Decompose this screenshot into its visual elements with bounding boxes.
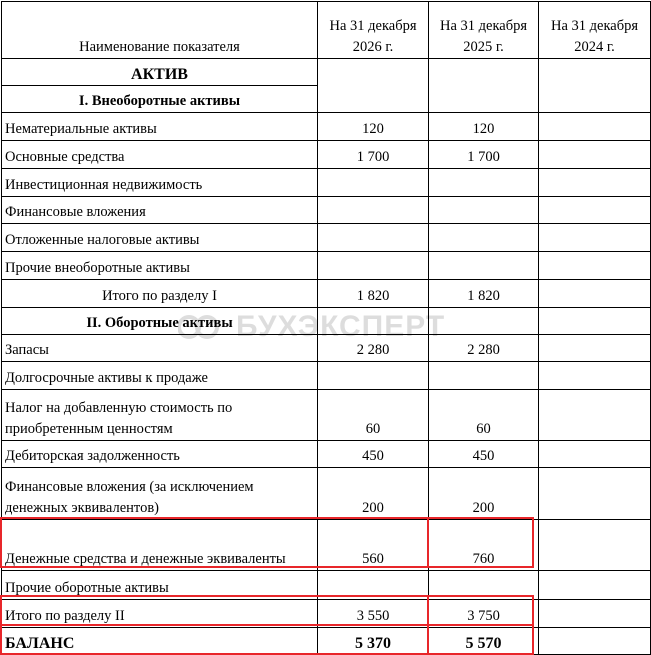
value-2026: 1 820 [318,280,429,308]
header-row [2,2,651,59]
row-label: Основные средства [2,141,318,169]
header-2025: На 31 декабря 2025 г. [429,2,539,59]
value-2026: 60 [318,390,429,441]
value-2026 [318,252,429,280]
balance-row [2,628,651,655]
value-2025: 760 [429,520,539,571]
table-row [2,335,651,362]
value-2025: 120 [429,113,539,141]
value-2025: 5 570 [429,628,539,655]
value-2024 [539,468,651,520]
table-row [2,468,651,520]
value-2025: 1 700 [429,141,539,169]
row-label: Отложенные налоговые активы [2,224,318,252]
section1-total-row [2,280,651,308]
row-label: Прочие внеоборотные активы [2,252,318,280]
header-2024: На 31 декабря 2024 г. [539,2,651,59]
asset-title-row [2,59,651,86]
value-2025: 200 [429,468,539,520]
value-2024 [539,224,651,252]
row-label: Долгосрочные активы к продаже [2,362,318,390]
value-2025 [429,252,539,280]
row-label: Финансовые вложения (за исключением денежных эквивалентов) [2,468,318,520]
row-label: Итого по разделу II [2,600,318,628]
value-2026 [318,362,429,390]
table-row [2,224,651,252]
header-2026: На 31 декабря 2026 г. [318,2,429,59]
value-2026: 2 280 [318,335,429,362]
value-2024 [539,520,651,571]
value-2026 [318,571,429,600]
table-row [2,571,651,600]
table-row [2,141,651,169]
value-2024 [539,113,651,141]
table-row [2,252,651,280]
watermark-text: БУХЭКСПЕРТ [236,310,446,343]
value-2025: 3 750 [429,600,539,628]
value-2025 [429,571,539,600]
value-2026: 560 [318,520,429,571]
table-row [2,169,651,197]
asset-title: АКТИВ [2,59,318,86]
value-2024 [539,141,651,169]
value-2026: 5 370 [318,628,429,655]
value-2026: 120 [318,113,429,141]
row-label: БАЛАНС [2,628,318,655]
value-2026: 3 550 [318,600,429,628]
value-2024 [539,441,651,468]
row-label: Запасы [2,335,318,362]
value-2025: 450 [429,441,539,468]
row-label: Дебиторская задолженность [2,441,318,468]
value-2025 [429,197,539,224]
row-label: Финансовые вложения [2,197,318,224]
value-2024 [539,628,651,655]
section2-total-row [2,600,651,628]
value-2025: 60 [429,390,539,441]
balance-sheet-table [1,1,651,655]
value-2026 [318,224,429,252]
value-2026 [318,197,429,224]
row-label: Нематериальные активы [2,113,318,141]
value-2024 [539,390,651,441]
value-2024 [539,280,651,308]
value-2024 [539,571,651,600]
section2-title: II. Оборотные активы [2,308,318,335]
table-row [2,390,651,441]
value-2024 [539,600,651,628]
table-row [2,362,651,390]
table-row [2,197,651,224]
table-row [2,113,651,141]
section2-title-row [2,308,651,335]
table-row [2,520,651,571]
header-indicator: Наименование показателя [2,2,318,59]
value-2024 [539,252,651,280]
value-2024 [539,362,651,390]
row-label: Итого по разделу I [2,280,318,308]
value-2026: 200 [318,468,429,520]
value-2024 [539,169,651,197]
value-2024 [539,197,651,224]
value-2026: 1 700 [318,141,429,169]
value-2026: 450 [318,441,429,468]
row-label: Денежные средства и денежные эквиваленты [2,520,318,571]
value-2025: 1 820 [429,280,539,308]
value-2025 [429,169,539,197]
value-2025: 2 280 [429,335,539,362]
row-label: Инвестиционная недвижимость [2,169,318,197]
row-label: Прочие оборотные активы [2,571,318,600]
value-2024 [539,335,651,362]
table-row [2,441,651,468]
value-2026 [318,169,429,197]
row-label: Налог на добавленную стоимость по приобретенным ценностям [2,390,318,441]
value-2025 [429,362,539,390]
value-2025 [429,224,539,252]
section1-title: I. Внеоборотные активы [2,86,318,113]
